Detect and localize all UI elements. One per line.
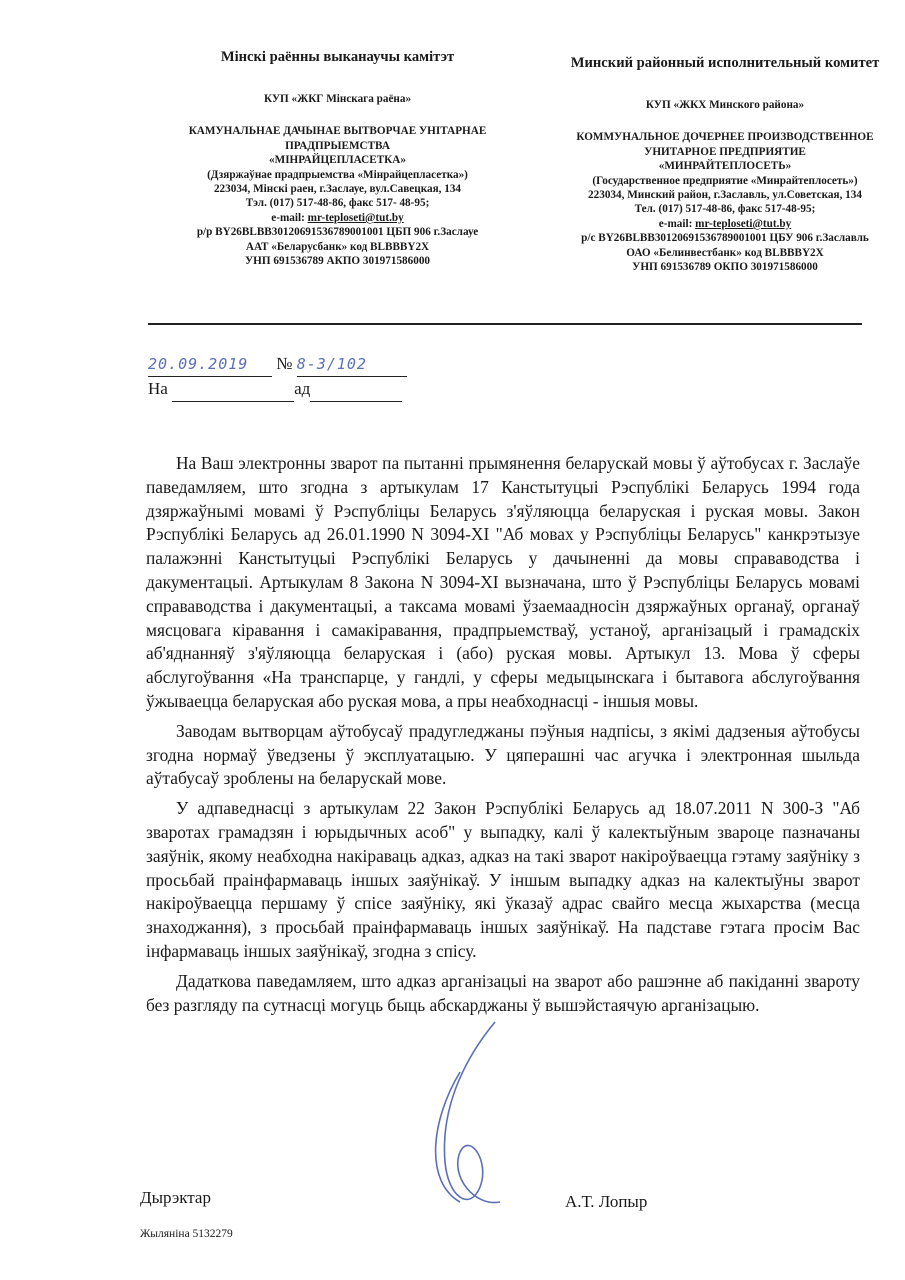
- letterhead-subtitle: КУП «ЖКГ Мінскага раёна»: [263, 93, 412, 105]
- reference-date-line: [148, 352, 407, 377]
- letterhead-phone: Тэл. (017) 517-48-86, факс 517- 48-95;: [245, 197, 430, 210]
- body-paragraph: Дадаткова паведамляем, што адказ арганізацыі на зварот або рашэнне аб пакіданні звароту без разгляду па сутнасці могуць быць абскарджаны ў вышэйстаячую арганізацыю.: [146, 970, 860, 1015]
- letterhead-name-line: «МІНРАЙЦЕПЛАСЕТКА»: [269, 154, 406, 167]
- letterhead-name-line: КАМУНАЛЬНАЕ ДАЧЫНАЕ ВЫТВОРЧАЕ УНІТАРНАЕ: [188, 125, 487, 138]
- letterhead-name-line: «МИНРАЙТЕПЛОСЕТЬ»: [658, 160, 792, 173]
- letterhead-russian: [545, 48, 905, 274]
- number-blank: [297, 352, 407, 377]
- signer-title: Дырэктар: [140, 1188, 211, 1207]
- letterhead-bank: ААТ «Беларусбанк» код BLBBBY2X: [245, 240, 430, 253]
- letterhead-address: 223034, Минский район, г.Заславль, ул.Советская, 134: [588, 189, 862, 202]
- signature-scribble: [400, 1012, 540, 1222]
- letterhead-address: 223034, Мінскі раен, г.Заслауе, вул.Савецкая, 134: [213, 183, 462, 196]
- date-blank: [148, 352, 272, 377]
- executor-contact: Жыляніна 5132279: [140, 1228, 233, 1240]
- letterhead-name-line: КОММУНАЛЬНОЕ ДОЧЕРНЕЕ ПРОИЗВОДСТВЕННОЕ: [576, 131, 874, 144]
- letter-body: [146, 452, 860, 1017]
- email-link[interactable]: mr-teploseti@tut.by: [307, 211, 404, 224]
- letterhead-belarusian: [135, 48, 540, 268]
- from-label: ад: [294, 379, 311, 398]
- letterhead-phone: Тел. (017) 517-48-86, факс 517-48-95;: [634, 203, 816, 216]
- body-paragraph: На Ваш электронны зварот па пытанні прымянення беларускай мовы ў аўтобусах г. Заслаўе паведамляем, што згодна з артыкулам 17 Канстытуцыі Рэспублікі Беларусь 1994 года дзяржаўнымі мовамі ў Рэспубліцы Беларусь з'яўляюцца беларуская і руская мовы. Закон Рэспублікі Беларусь ад 26.01.1990 N 3094-XI "Аб мовах у Рэспубліцы Беларусь" канкрэтызуе палажэнні Канстытуцыі Рэспублікі Беларусь у дачыненні да мовы справаводства і дакументацыі. Артыкулам 8 Закона N 3094-XI вызначана, што ў Рэспубліцы Беларусь мовамі справаводства і дакументацыі, а таксама мовамі ўзаемаадносін дзяржаўных органаў, органаў мясцовага кіравання і самакіравання, прадпрыемстваў, устаноў, арганізацый і грамадскіх аб'яднанняў з'яўляюцца беларуская і (або) руская мовы. Артыкул 13. Мова ў сферы абслугоўвання «На транспарце, у гандлі, у сферы медыцынскага і бытавога абслугоўвання ўжываецца беларуская або руская мова, а пры неабходнасці - іншыя мовы.: [146, 453, 860, 711]
- letterhead-ids: УНП 691536789 ОКПО 301971586000: [632, 261, 818, 274]
- email-label: e-mail:: [658, 217, 693, 230]
- email-link[interactable]: mr-teploseti@tut.by: [695, 217, 792, 230]
- on-label: На: [148, 379, 168, 398]
- email-label: e-mail:: [271, 211, 305, 224]
- signer-name: А.Т. Лопыр: [565, 1192, 648, 1211]
- number-sign: №: [276, 354, 293, 373]
- letterhead-email: [545, 217, 905, 231]
- letterhead-short-name: (Дзяржаўнае прадпрыемства «Мінрайцеплaсетка»): [207, 168, 468, 181]
- letterhead-name-line: ПРАДПРЫЕМСТВА: [285, 139, 390, 152]
- letterhead-subtitle: КУП «ЖКХ Минского района»: [645, 99, 805, 111]
- letterhead-account: р/с BY26BLBB30120691536789001001 ЦБУ 906 г.Заславль: [581, 232, 869, 245]
- reference-block: [148, 352, 407, 402]
- header-divider: [148, 323, 862, 325]
- handwritten-date: 20.09.2019: [148, 355, 249, 373]
- letterhead-org: Мінскі раённы выканаучы камітэт: [220, 49, 455, 65]
- letterhead-short-name: (Государственное предприятие «Минрайтеплосеть»): [592, 174, 858, 187]
- letterhead-account: р/р BY26BLBB30120691536789001001 ЦБП 906 г.Заслауе: [196, 226, 479, 239]
- body-paragraph: Заводам вытворцам аўтобусаў прадугледжаны пэўныя надпісы, з якімі дадзеныя аўтобусы згодна нормаў ўведзены ў эксплуатацыю. У цяперашні час агучка і электронная шыльда аўтабусаў зроблены на беларускай мове.: [146, 720, 860, 789]
- letterhead-name-line: УНИТАРНОЕ ПРЕДПРИЯТИЕ: [644, 145, 806, 158]
- from-blank: [310, 377, 402, 402]
- on-blank: [172, 377, 294, 402]
- letterhead-bank: ОАО «Белинвестбанк» код BLBBBY2X: [626, 246, 824, 259]
- letterhead-email: [135, 211, 540, 225]
- handwritten-number: 8-3/102: [296, 355, 367, 373]
- reference-on-line: [148, 377, 407, 402]
- letterhead-org: Минский районный исполнительный комитет: [570, 55, 880, 71]
- letterhead-ids: УНП 691536789 АКПО 301971586000: [244, 255, 431, 268]
- body-paragraph: У адпаведнасці з артыкулам 22 Закон Рэспублікі Беларусь ад 18.07.2011 N 300-З "Аб зваротах грамадзян і юрыдычных асоб" у выпадку, калі ў калектыўным звароце пазначаны заяўнік, якому неабходна накіраваць адказ, адказ на такі зварот накіроўваецца гэтаму заяўніку з просьбай праінфармаваць іншых заяўнікаў. У іншым выпадку адказ на калектыўны зварот накіроўваецца першаму ў спісе заяўніку, які ўказаў адрас свайго месца жыхарства (месца знаходжання), з просьбай праінфармаваць іншых заяўнікаў. На падставе гэтага просім Вас інфармаваць іншых заяўнікаў, згодна з спісу.: [146, 798, 860, 961]
